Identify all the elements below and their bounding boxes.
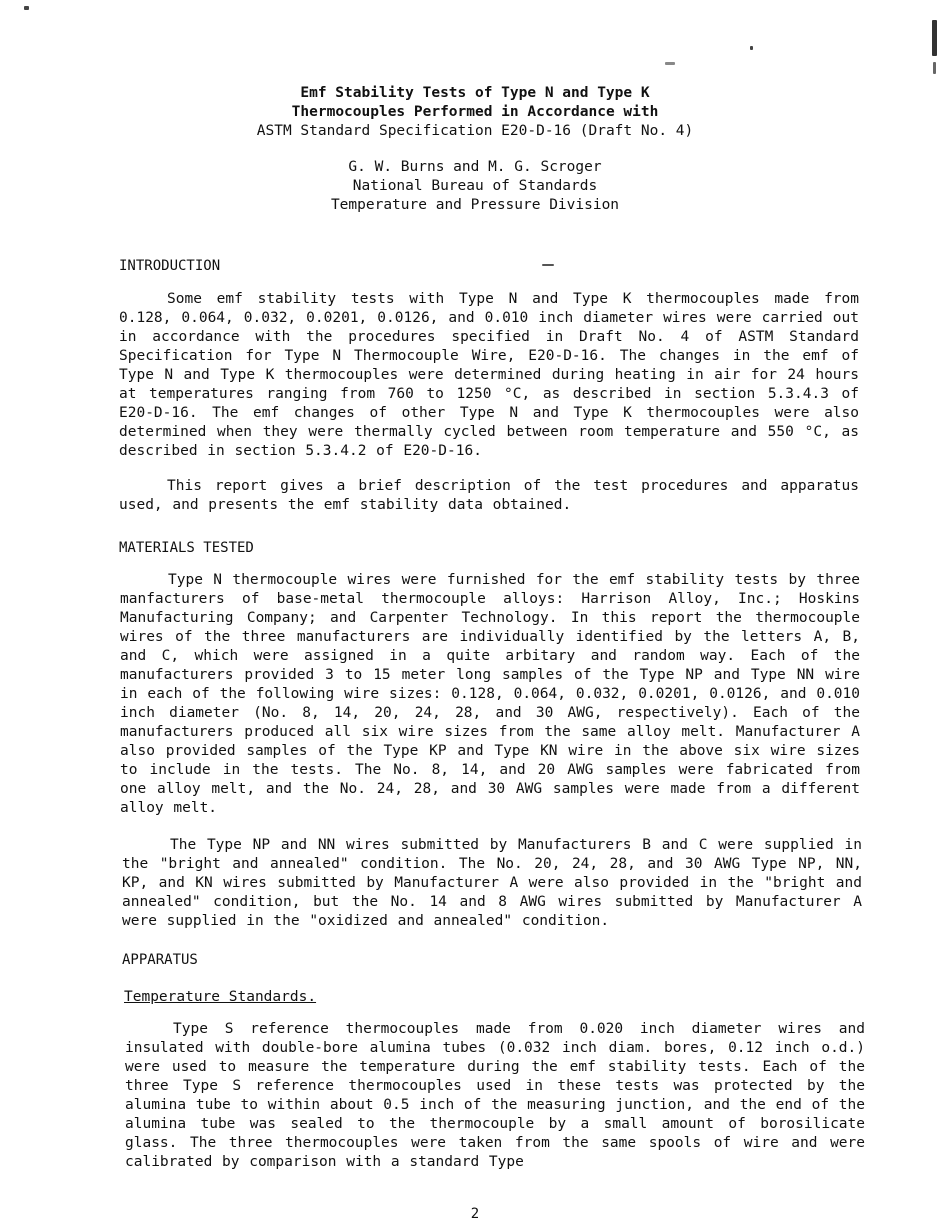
materials-paragraph-2: The Type NP and NN wires submitted by Manufacturers B and C were supplied in the "bright and annealed" condition. The No. 20, 24, 28, and 30 AWG Type NP, NN, KP, and KN wires submitted by Manufacturer A were also provided in the "bright and annealed" condition, but the No. 14 and 8 AWG wires submitted by Manufacturer A were supplied in the "oxidized and annealed" condition. <box>122 837 862 929</box>
scan-speck <box>24 6 29 10</box>
title-line-3: ASTM Standard Specification E20-D-16 (Draft No. 4) <box>256 123 694 139</box>
title-line-1: Emf Stability Tests of Type N and Type K <box>300 85 650 101</box>
apparatus-paragraph-1: Type S reference thermocouples made from 0.020 inch diameter wires and insulated with double-bore alumina tubes (0.032 inch diam. bores, 0.12 inch o.d.) were used to measure the temperature during the emf stability tests. Each of the three Type S reference thermocouples used in these tests was protected by the alumina tube to within about 0.5 inch of the measuring junction, and the end of the alumina tube was sealed to the thermocouple by a small amount of borosilicate glass. The three thermocouples were taken from the same spools of wire and were calibrated by comparison with a standard Type <box>125 1021 865 1170</box>
author-names: G. W. Burns and M. G. Scroger <box>348 159 602 175</box>
scan-speck <box>750 46 753 50</box>
materials-paragraph-1: Type N thermocouple wires were furnished for the emf stability tests by three manfacturers of base-metal thermocouple alloys: Harrison Alloy, Inc.; Hoskins Manufacturing Company; and Carpenter Technology. In this report the thermocouple wires of the three manufacturers are individually identified by the letters A, B, and C, which were assigned in a quite arbitary and random way. Each of the manufacturers provided 3 to 15 meter long samples of the Type NP and Type NN wire in each of the following wire sizes: 0.128, 0.064, 0.032, 0.0201, 0.0126, and 0.010 inch diameter (No. 8, 14, 20, 24, 28, and 30 AWG, respectively). Each of the manufacturers produced all six wire sizes from the same alloy melt. Manufacturer A also provided samples of the Type KP and Type KN wire in the above six wire sizes to include in the tests. The No. 8, 14, and 20 AWG samples were fabricated from one alloy melt, and the No. 24, 28, and 30 AWG samples were made from a different alloy melt. <box>120 572 860 816</box>
section-heading-materials: MATERIALS TESTED <box>119 540 254 556</box>
section-heading-introduction: INTRODUCTION <box>119 258 221 274</box>
scan-speck <box>665 62 675 65</box>
document-title <box>0 84 950 141</box>
scan-speck <box>542 264 554 266</box>
section-heading-apparatus: APPARATUS <box>122 952 198 968</box>
page-number: 2 <box>470 1206 480 1222</box>
title-line-2: Thermocouples Performed in Accordance with <box>291 104 659 120</box>
author-division: Temperature and Pressure Division <box>330 197 620 213</box>
introduction-paragraph-1: Some emf stability tests with Type N and Type K thermocouples made from 0.128, 0.064, 0.032, 0.0201, 0.0126, and 0.010 inch diameter wires were carried out in accordance with the procedures specified in Draft No. 4 of ASTM Standard Specification for Type N Thermocouple Wire, E20-D-16. The changes in the emf of Type N and Type K thermocouples were determined during heating in air for 24 hours at temperatures ranging from 760 to 1250 °C, as described in section 5.3.4.3 of E20-D-16. The emf changes of other Type N and Type K thermocouples were also determined when they were thermally cycled between room temperature and 550 °C, as described in section 5.3.4.2 of E20-D-16. <box>119 291 859 459</box>
author-block <box>0 158 950 215</box>
scan-speck <box>932 20 937 56</box>
scan-speck <box>933 62 936 74</box>
introduction-paragraph-2: This report gives a brief description of the test procedures and apparatus used, and presents the emf stability data obtained. <box>119 478 859 513</box>
subsection-heading-temperature-standards: Temperature Standards. <box>124 989 317 1005</box>
author-institution: National Bureau of Standards <box>352 178 598 194</box>
